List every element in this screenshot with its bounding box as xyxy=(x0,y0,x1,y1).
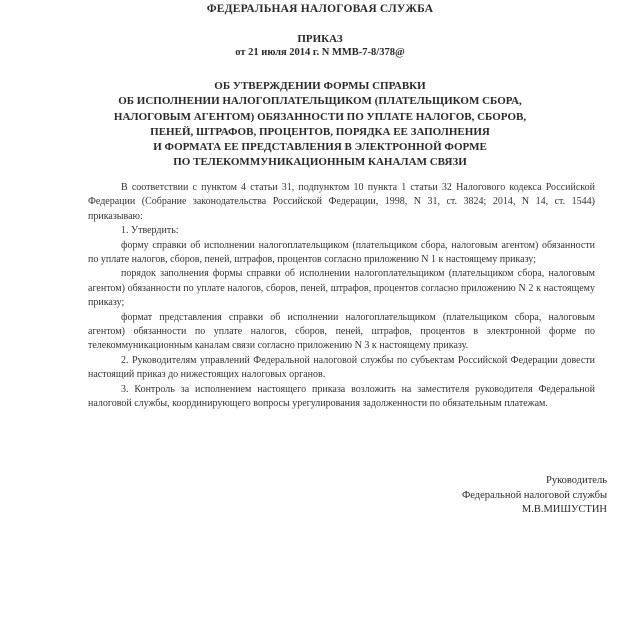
heading-line: ПЕНЕЙ, ШТРАФОВ, ПРОЦЕНТОВ, ПОРЯДКА ЕЕ ЗАПОЛНЕНИЯ xyxy=(150,125,490,138)
signatory-name: М.В.МИШУСТИН xyxy=(521,504,607,515)
item-1-paragraph: 1. Утвердить: xyxy=(121,225,179,237)
approved-form-paragraph: форму справки об исполнении налогоплательщиком (плательщиком сбора, налоговым агентом) обязанности по уплате налогов, сборов, пеней, штрафов, процентов согласно приложению N 1 к настоящему приказу; xyxy=(88,239,595,266)
item-2-paragraph: 2. Руководителям управлений Федеральной налоговой службы по субъектам Российской Федерации довести настоящий приказ до нижестоящих налоговых органов. xyxy=(88,354,595,381)
heading-line: ОБ ИСПОЛНЕНИИ НАЛОГОПЛАТЕЛЬЩИКОМ (ПЛАТЕЛЬЩИКОМ СБОРА, xyxy=(118,95,522,108)
order-number: от 21 июля 2014 г. N ММВ-7-8/378@ xyxy=(235,47,405,58)
signature-block xyxy=(462,474,607,518)
order-title: ПРИКАЗ xyxy=(297,33,343,45)
agency-name: ФЕДЕРАЛЬНАЯ НАЛОГОВАЯ СЛУЖБА xyxy=(206,3,434,15)
preamble-paragraph: В соответствии с пунктом 4 статьи 31, подпунктом 10 пункта 1 статьи 32 Налогового кодекса Российской Федерации (Собрание законодательства Российской Федерации, 1998, N 31, ст. 3824; 2014, N 14, ст. 1544) приказываю: xyxy=(88,182,595,222)
heading-line: НАЛОГОВЫМ АГЕНТОМ) ОБЯЗАННОСТИ ПО УПЛАТЕ НАЛОГОВ, СБОРОВ, xyxy=(113,110,527,123)
approved-format-paragraph: формат представления справки об исполнении налогоплательщиком (плательщиком сбора, налоговым агентом) обязанности по уплате налогов, сборов, пеней, штрафов, процентов в электронной форме по телекоммуникационным каналам связи согласно приложению N 3 к настоящему приказу. xyxy=(88,311,595,352)
order-heading xyxy=(0,79,640,171)
approved-procedure-paragraph: порядок заполнения формы справки об исполнении налогоплательщиком (плательщиком сбора, налоговым агентом) обязанности по уплате налогов, сборов, пеней, штрафов, процентов согласно приложению N 2 к настоящему приказу; xyxy=(88,268,595,309)
heading-line: ПО ТЕЛЕКОММУНИКАЦИОННЫМ КАНАЛАМ СВЯЗИ xyxy=(173,156,467,169)
signatory-agency: Федеральной налоговой службы xyxy=(461,489,607,501)
heading-line: И ФОРМАТА ЕЕ ПРЕДСТАВЛЕНИЯ В ЭЛЕКТРОННОЙ ФОРМЕ xyxy=(153,141,487,154)
signatory-title: Руководитель xyxy=(546,475,607,486)
order-body xyxy=(88,181,595,412)
heading-line: ОБ УТВЕРЖДЕНИИ ФОРМЫ СПРАВКИ xyxy=(214,80,426,92)
item-3-paragraph: 3. Контроль за исполнением настоящего приказа возложить на заместителя руководителя Федеральной налоговой службы, координирующего вопросы урегулирования задолженности по обязательным платежам. xyxy=(88,383,595,410)
